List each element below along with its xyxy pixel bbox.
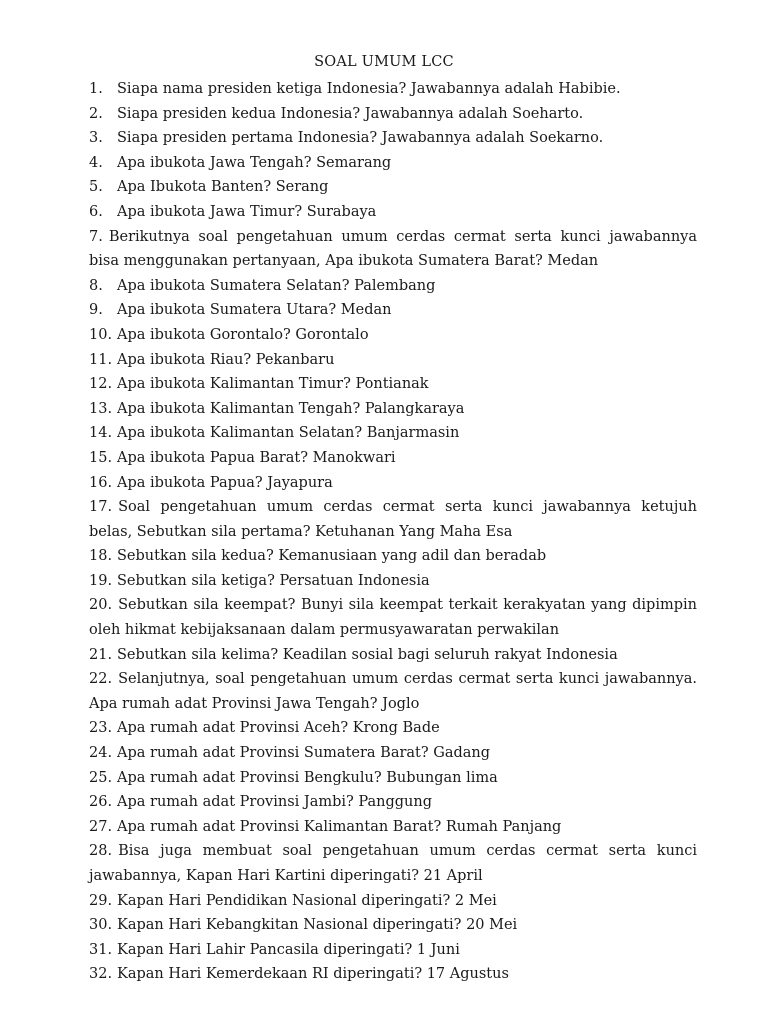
item-number: 20. xyxy=(89,597,113,614)
item-number: 27. xyxy=(89,818,113,835)
item-text: Apa ibukota Sumatera Selatan? Palembang xyxy=(117,277,436,294)
list-item xyxy=(89,741,697,766)
item-text: Kapan Hari Kemerdekaan RI diperingati? 17 Agustus xyxy=(117,966,509,983)
list-item xyxy=(89,815,697,840)
item-text: Soal pengetahuan umum cerdas cermat serta kunci jawabannya ketujuh belas, Sebutkan sila pertama? Ketuhanan Yang Maha Esa xyxy=(89,499,697,540)
item-number: 30. xyxy=(89,917,113,934)
item-number: 12. xyxy=(89,376,113,393)
item-number: 5. xyxy=(89,179,103,196)
list-item xyxy=(89,544,697,569)
item-number: 1. xyxy=(89,81,103,97)
item-number: 21. xyxy=(89,646,113,663)
item-number: 9. xyxy=(89,302,103,319)
document-title: SOAL UMUM LCC xyxy=(314,54,454,70)
item-text: Siapa presiden pertama Indonesia? Jawabannya adalah Soekarno. xyxy=(117,130,604,147)
item-text: Apa rumah adat Provinsi Aceh? Krong Bade xyxy=(117,720,440,737)
item-number: 15. xyxy=(89,449,113,466)
item-number: 3. xyxy=(89,130,103,147)
item-text: Apa ibukota Gorontalo? Gorontalo xyxy=(117,326,369,343)
item-number: 22. xyxy=(89,671,113,688)
item-text: Sebutkan sila keempat? Bunyi sila keempat terkait kerakyatan yang dipimpin oleh hikmat kebijaksanaan dalam permusyawaratan perwakilan xyxy=(89,597,697,639)
item-number: 17. xyxy=(89,499,113,516)
list-item xyxy=(89,126,697,151)
item-number: 4. xyxy=(89,154,103,171)
list-item xyxy=(89,323,697,348)
list-item xyxy=(89,225,697,274)
list-item xyxy=(89,200,697,225)
item-number: 23. xyxy=(89,720,113,737)
item-text: Apa rumah adat Provinsi Sumatera Barat? Gadang xyxy=(117,745,491,762)
list-item xyxy=(89,421,697,446)
item-number: 14. xyxy=(89,425,113,442)
item-text: Apa ibukota Kalimantan Tengah? Palangkaraya xyxy=(117,400,465,417)
item-text: Sebutkan sila kedua? Kemanusiaan yang adil dan beradab xyxy=(117,548,547,565)
list-item xyxy=(89,274,697,299)
item-text: Apa ibukota Jawa Tengah? Semarang xyxy=(117,154,392,171)
item-number: 25. xyxy=(89,769,113,786)
item-number: 26. xyxy=(89,794,113,811)
item-number: 2. xyxy=(89,105,103,122)
item-text: Apa rumah adat Provinsi Jambi? Panggung xyxy=(117,794,433,811)
list-item xyxy=(89,569,697,594)
list-item xyxy=(89,175,697,200)
item-number: 18. xyxy=(89,548,113,565)
item-text: Bisa juga membuat soal pengetahuan umum cerdas cermat serta kunci jawabannya, Kapan Hari Kartini diperingati? 21 April xyxy=(89,843,697,884)
item-text: Apa ibukota Kalimantan Timur? Pontianak xyxy=(117,376,429,393)
list-item xyxy=(89,593,697,642)
item-number: 31. xyxy=(89,941,113,958)
list-item xyxy=(89,962,697,987)
list-item xyxy=(89,348,697,373)
item-text: Apa ibukota Papua Barat? Manokwari xyxy=(117,449,396,466)
list-item xyxy=(89,372,697,397)
list-item xyxy=(89,839,697,888)
list-item xyxy=(89,151,697,176)
item-text: Kapan Hari Lahir Pancasila diperingati? 1 Juni xyxy=(117,941,460,958)
item-text: Apa ibukota Papua? Jayapura xyxy=(117,474,333,491)
list-item xyxy=(89,913,697,938)
list-item xyxy=(89,102,697,127)
list-item xyxy=(89,938,697,963)
item-text: Apa ibukota Riau? Pekanbaru xyxy=(117,351,335,368)
list-item xyxy=(89,77,697,102)
list-item xyxy=(89,495,697,544)
item-text: Apa ibukota Kalimantan Selatan? Banjarmasin xyxy=(117,425,460,442)
list-item xyxy=(89,643,697,668)
item-text: Sebutkan sila ketiga? Persatuan Indonesia xyxy=(117,572,430,589)
item-text: Kapan Hari Kebangkitan Nasional diperingati? 20 Mei xyxy=(117,917,518,934)
item-number: 11. xyxy=(89,351,113,368)
list-item xyxy=(89,716,697,741)
item-number: 24. xyxy=(89,745,113,762)
item-number: 19. xyxy=(89,572,113,589)
item-text: Apa ibukota Sumatera Utara? Medan xyxy=(117,302,392,319)
item-text: Apa rumah adat Provinsi Kalimantan Barat? Rumah Panjang xyxy=(117,818,562,835)
item-text: Siapa nama presiden ketiga Indonesia? Jawabannya adalah Habibie. xyxy=(117,81,621,97)
item-text: Sebutkan sila kelima? Keadilan sosial bagi seluruh rakyat Indonesia xyxy=(117,646,618,663)
item-number: 10. xyxy=(89,326,113,343)
item-number: 8. xyxy=(89,277,103,294)
item-text: Berikutnya soal pengetahuan umum cerdas cermat serta kunci jawabannya bisa menggunakan pertanyaan, Apa ibukota Sumatera Barat? Medan xyxy=(89,228,697,270)
item-text: Apa ibukota Jawa Timur? Surabaya xyxy=(117,203,377,220)
item-text: Selanjutnya, soal pengetahuan umum cerdas cermat serta kunci jawabannya. Apa rumah adat Provinsi Jawa Tengah? Joglo xyxy=(89,671,697,712)
item-number: 28. xyxy=(89,843,113,860)
list-item xyxy=(89,446,697,471)
list-item xyxy=(89,397,697,422)
item-number: 29. xyxy=(89,892,113,909)
list-item xyxy=(89,667,697,716)
list-item xyxy=(89,766,697,791)
list-item xyxy=(89,471,697,496)
list-item xyxy=(89,790,697,815)
item-number: 32. xyxy=(89,966,113,983)
item-number: 7. xyxy=(89,228,103,245)
item-number: 16. xyxy=(89,474,113,491)
item-text: Apa rumah adat Provinsi Bengkulu? Bubungan lima xyxy=(117,769,498,786)
item-text: Apa Ibukota Banten? Serang xyxy=(117,179,329,196)
item-number: 6. xyxy=(89,203,103,220)
list-item xyxy=(89,889,697,914)
list-item xyxy=(89,298,697,323)
item-text: Kapan Hari Pendidikan Nasional diperingati? 2 Mei xyxy=(117,892,497,909)
question-list xyxy=(89,77,697,987)
item-number: 13. xyxy=(89,400,113,417)
item-text: Siapa presiden kedua Indonesia? Jawabannya adalah Soeharto. xyxy=(117,105,584,122)
